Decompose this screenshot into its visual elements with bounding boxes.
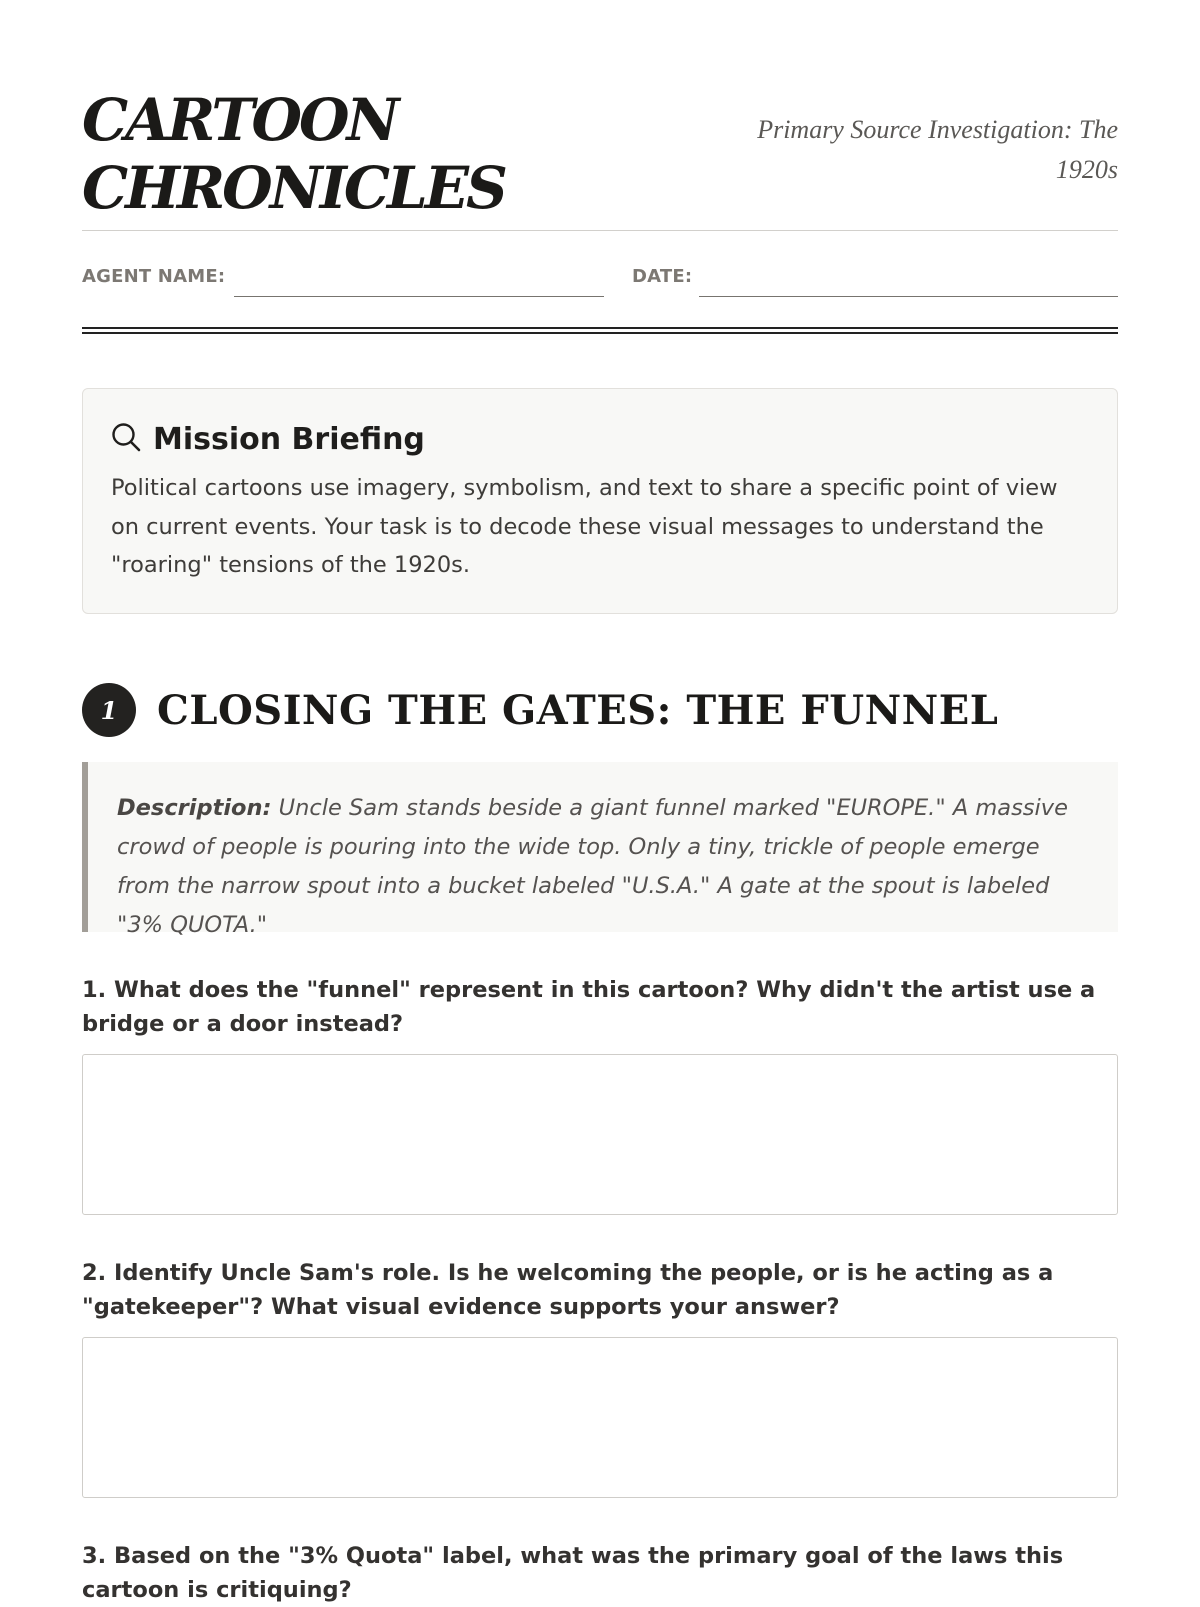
question-3: 3. Based on the "3% Quota" label, what was the primary goal of the laws this cartoon is critiquing? bbox=[82, 1543, 1064, 1603]
section-number-badge: 1 bbox=[82, 683, 136, 737]
subtitle: Primary Source Investigation: The 1920s bbox=[757, 115, 1118, 184]
section-title: CLOSING THE GATES: THE FUNNEL bbox=[157, 686, 999, 734]
agent-date-row bbox=[82, 262, 1118, 298]
double-divider bbox=[82, 327, 1118, 334]
briefing-title: Mission Briefing bbox=[153, 421, 425, 457]
brand-title bbox=[82, 86, 505, 222]
header-divider bbox=[82, 230, 1118, 231]
header bbox=[82, 0, 1118, 232]
agent-name-field[interactable] bbox=[234, 296, 604, 297]
date-label: DATE: bbox=[632, 266, 693, 287]
mission-briefing bbox=[82, 388, 1118, 614]
question-1: 1. What does the "funnel" represent in this cartoon? Why didn't the artist use a bridge or a door instead? bbox=[82, 977, 1096, 1037]
description-label: Description: bbox=[117, 795, 272, 821]
search-icon bbox=[111, 422, 141, 457]
cartoon-description bbox=[82, 762, 1118, 938]
briefing-text: Political cartoons use imagery, symbolism, and text to share a specific point of view on current events. Your task is to decode these visual messages to understand the "roaring" tensions of the 1920s. bbox=[111, 475, 1058, 578]
briefing-header bbox=[111, 419, 1089, 459]
date-field[interactable] bbox=[699, 296, 1118, 297]
answer-box-1[interactable] bbox=[82, 1054, 1118, 1215]
section-1-header bbox=[82, 682, 998, 738]
answer-box-2[interactable] bbox=[82, 1337, 1118, 1498]
brand-line-2: CHRONICLES bbox=[82, 154, 505, 222]
description-text: Uncle Sam stands beside a giant funnel marked "EUROPE." A massive crowd of people is pouring into the wide top. Only a tiny, trickle of people emerge from the narrow spout into a bucket labeled "U.S.A." A gate at the spout is labeled "3% QUOTA." bbox=[117, 795, 1068, 938]
brand-line-1: CARTOON bbox=[82, 86, 397, 154]
question-2: 2. Identify Uncle Sam's role. Is he welcoming the people, or is he acting as a "gatekeeper"? What visual evidence supports your answer? bbox=[82, 1260, 1054, 1320]
agent-name-label: AGENT NAME: bbox=[82, 266, 226, 287]
